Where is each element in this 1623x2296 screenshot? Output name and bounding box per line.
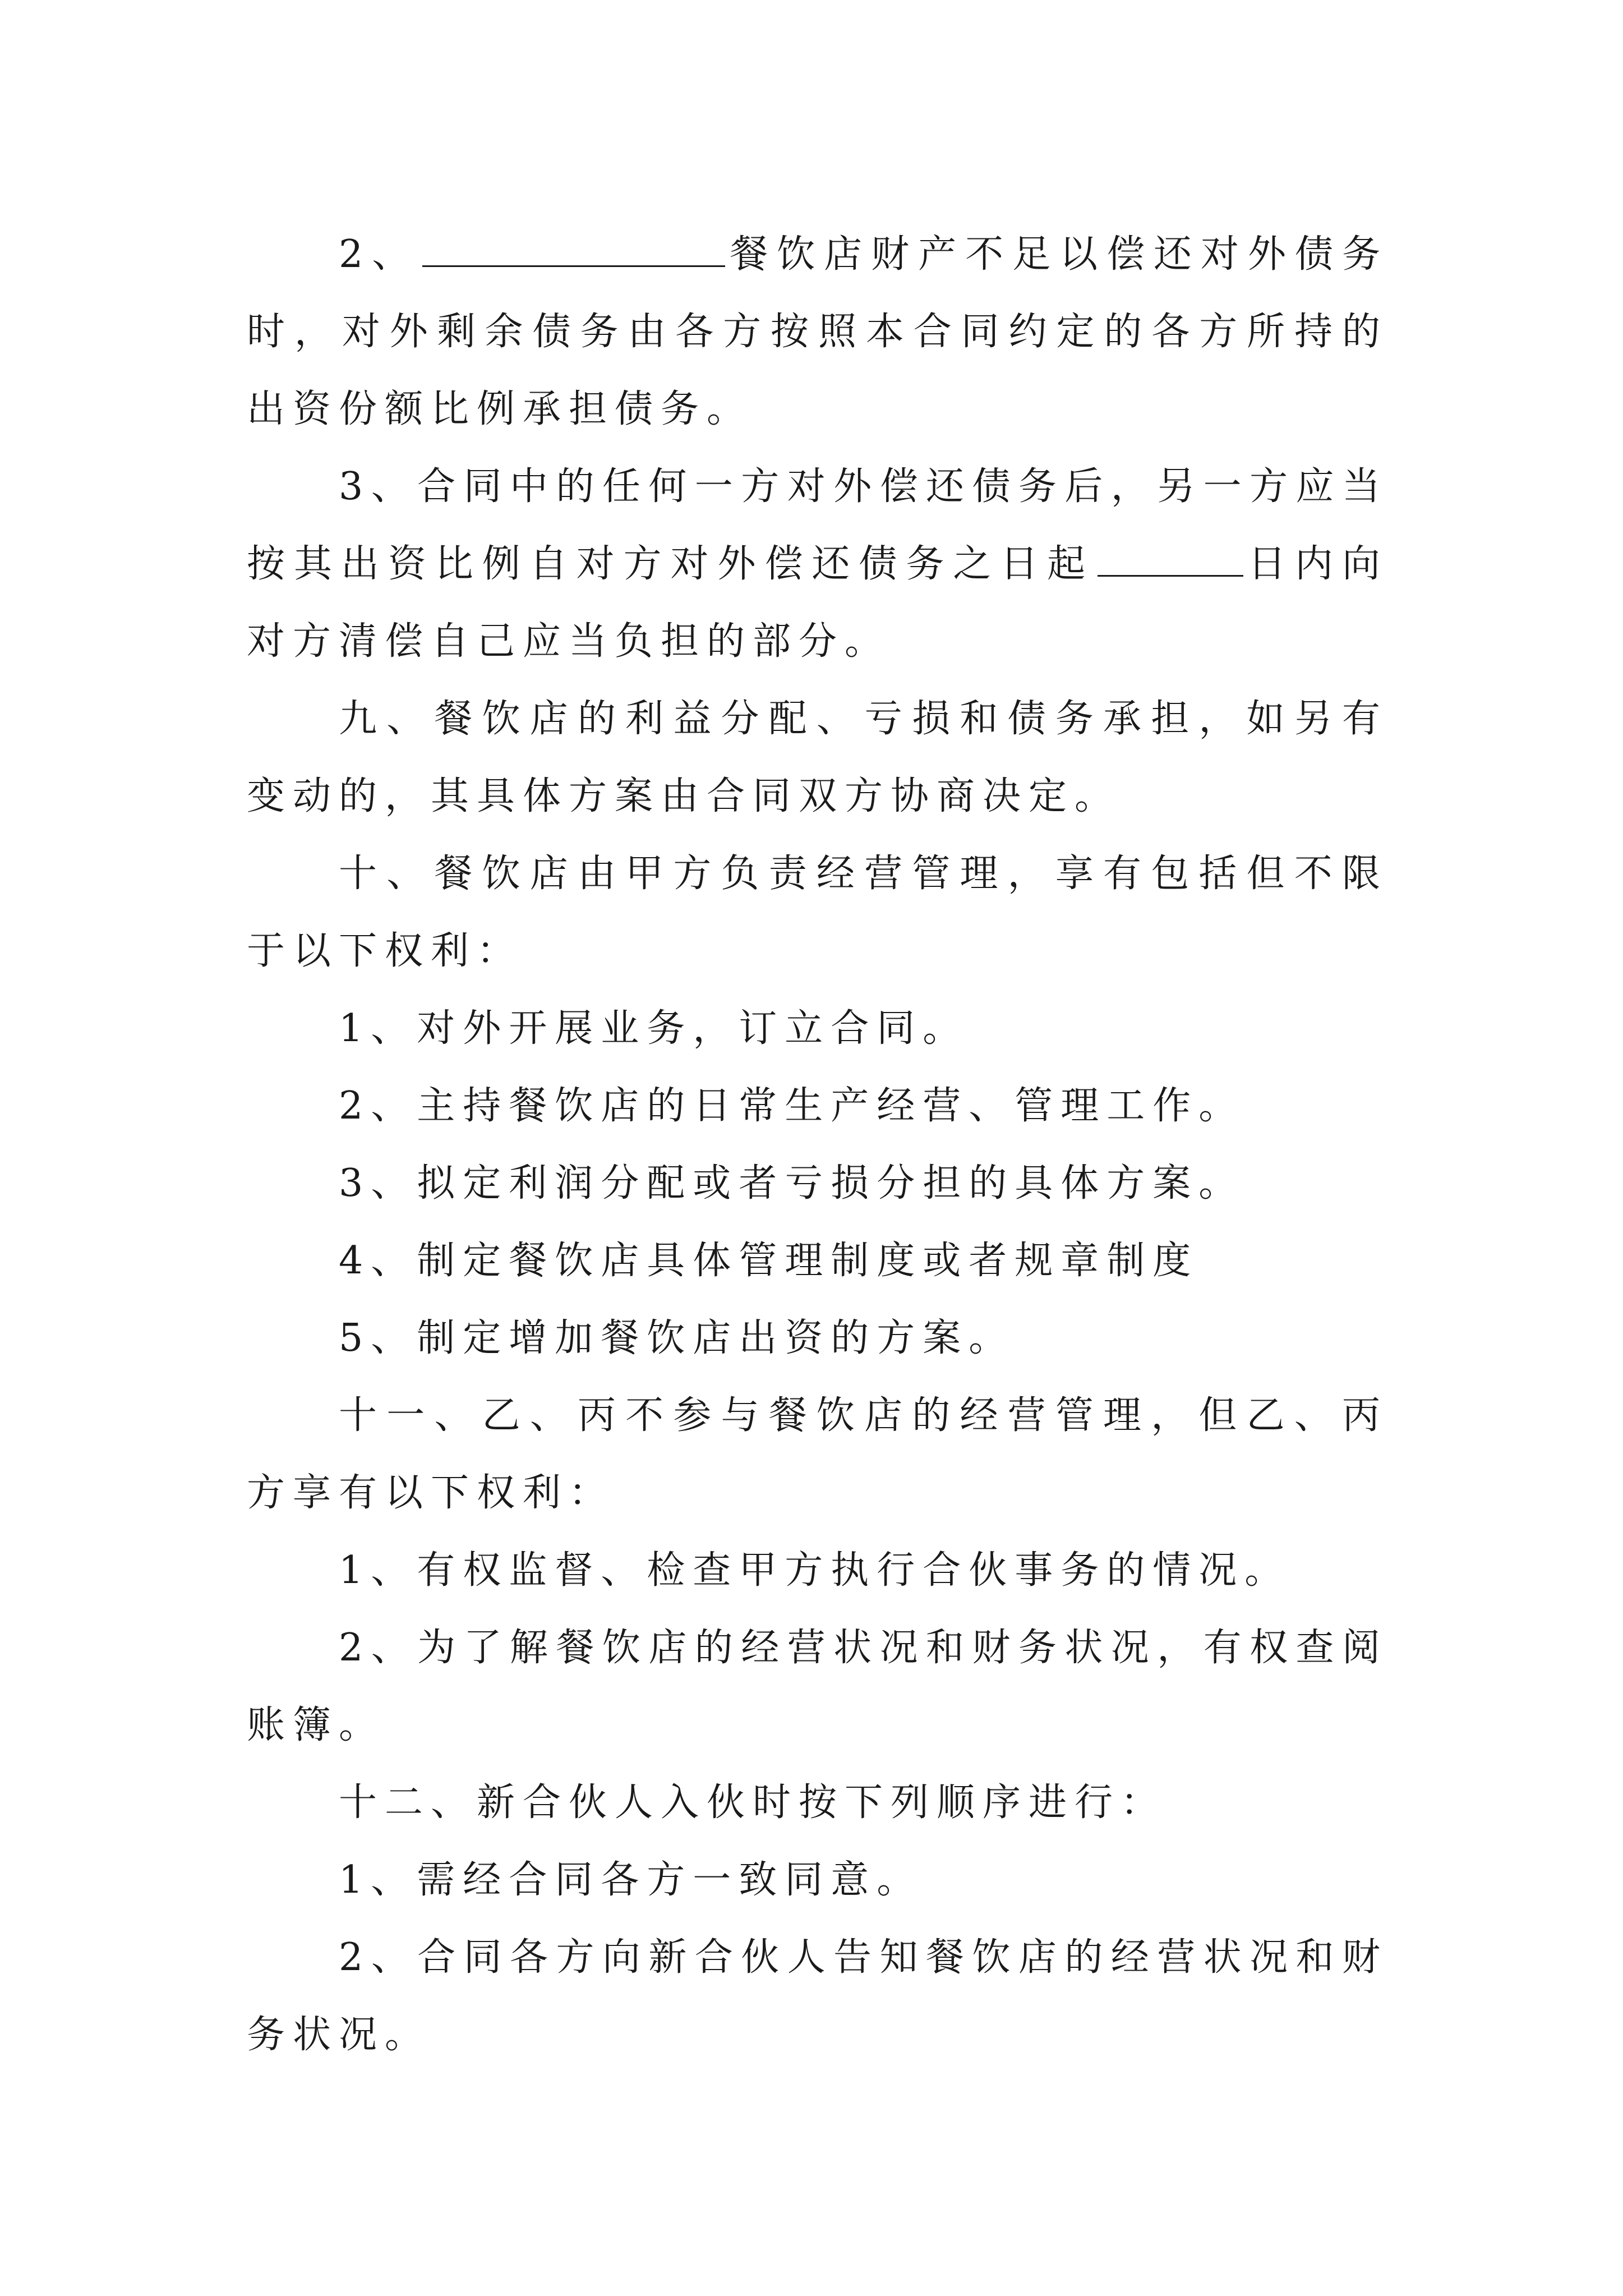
paragraph-text: 3、拟定利润分配或者亏损分担的具体方案。 (339, 1161, 1245, 1205)
fill-in-blank (422, 226, 725, 267)
paragraph-text: 4、制定餐饮店具体管理制度或者规章制度 (339, 1239, 1199, 1283)
clause-paragraph (247, 1222, 1388, 1300)
clause-paragraph (247, 1532, 1388, 1609)
clause-paragraph (247, 1068, 1388, 1145)
paragraph-text: 3、合同中的任何一方对外偿还债务后，另一方应当按其出资比例自对方对外偿还债务之日起 (247, 464, 1388, 586)
paragraph-text: 日内向对方清偿自己应当负担的部分。 (247, 542, 1388, 664)
clause-paragraph (247, 1145, 1388, 1222)
clause-paragraph (247, 1842, 1388, 1919)
clause-paragraph (247, 448, 1388, 680)
clause-paragraph (247, 1377, 1388, 1532)
clause-paragraph (247, 990, 1388, 1068)
paragraph-text: 九、餐饮店的利益分配、亏损和债务承担，如另有变动的，其具体方案由合同双方协商决定。 (247, 697, 1388, 818)
clause-paragraph (247, 1919, 1388, 2074)
clause-paragraph (247, 680, 1388, 835)
paragraph-text: 1、对外开展业务，订立合同。 (339, 1006, 969, 1051)
paragraph-text: 2、 (339, 232, 419, 277)
paragraph-text: 2、合同各方向新合伙人告知餐饮店的经营状况和财务状况。 (247, 1935, 1388, 2057)
paragraph-text: 1、有权监督、检查甲方执行合伙事务的情况。 (339, 1548, 1291, 1593)
clause-paragraph (247, 216, 1388, 448)
clause-paragraph (247, 1300, 1388, 1377)
paragraph-text: 1、需经合同各方一致同意。 (339, 1858, 923, 1902)
paragraph-text: 2、主持餐饮店的日常生产经营、管理工作。 (339, 1084, 1245, 1128)
paragraph-text: 十、餐饮店由甲方负责经营管理，享有包括但不限于以下权利： (247, 852, 1388, 973)
document-body (247, 216, 1388, 2074)
clause-paragraph (247, 1764, 1388, 1842)
clause-paragraph (247, 1609, 1388, 1764)
paragraph-text: 2、为了解餐饮店的经营状况和财务状况，有权查阅账簿。 (247, 1626, 1388, 1747)
paragraph-text: 5、制定增加餐饮店出资的方案。 (339, 1316, 1015, 1360)
fill-in-blank (1098, 536, 1243, 577)
paragraph-text: 十一、乙、丙不参与餐饮店的经营管理，但乙、丙方享有以下权利： (247, 1393, 1388, 1515)
paragraph-text: 餐饮店财产不足以偿还对外债务时，对外剩余债务由各方按照本合同约定的各方所持的出资份额比例承担债务。 (247, 232, 1388, 431)
clause-paragraph (247, 835, 1388, 990)
paragraph-text: 十二、新合伙人入伙时按下列顺序进行： (339, 1780, 1167, 1825)
